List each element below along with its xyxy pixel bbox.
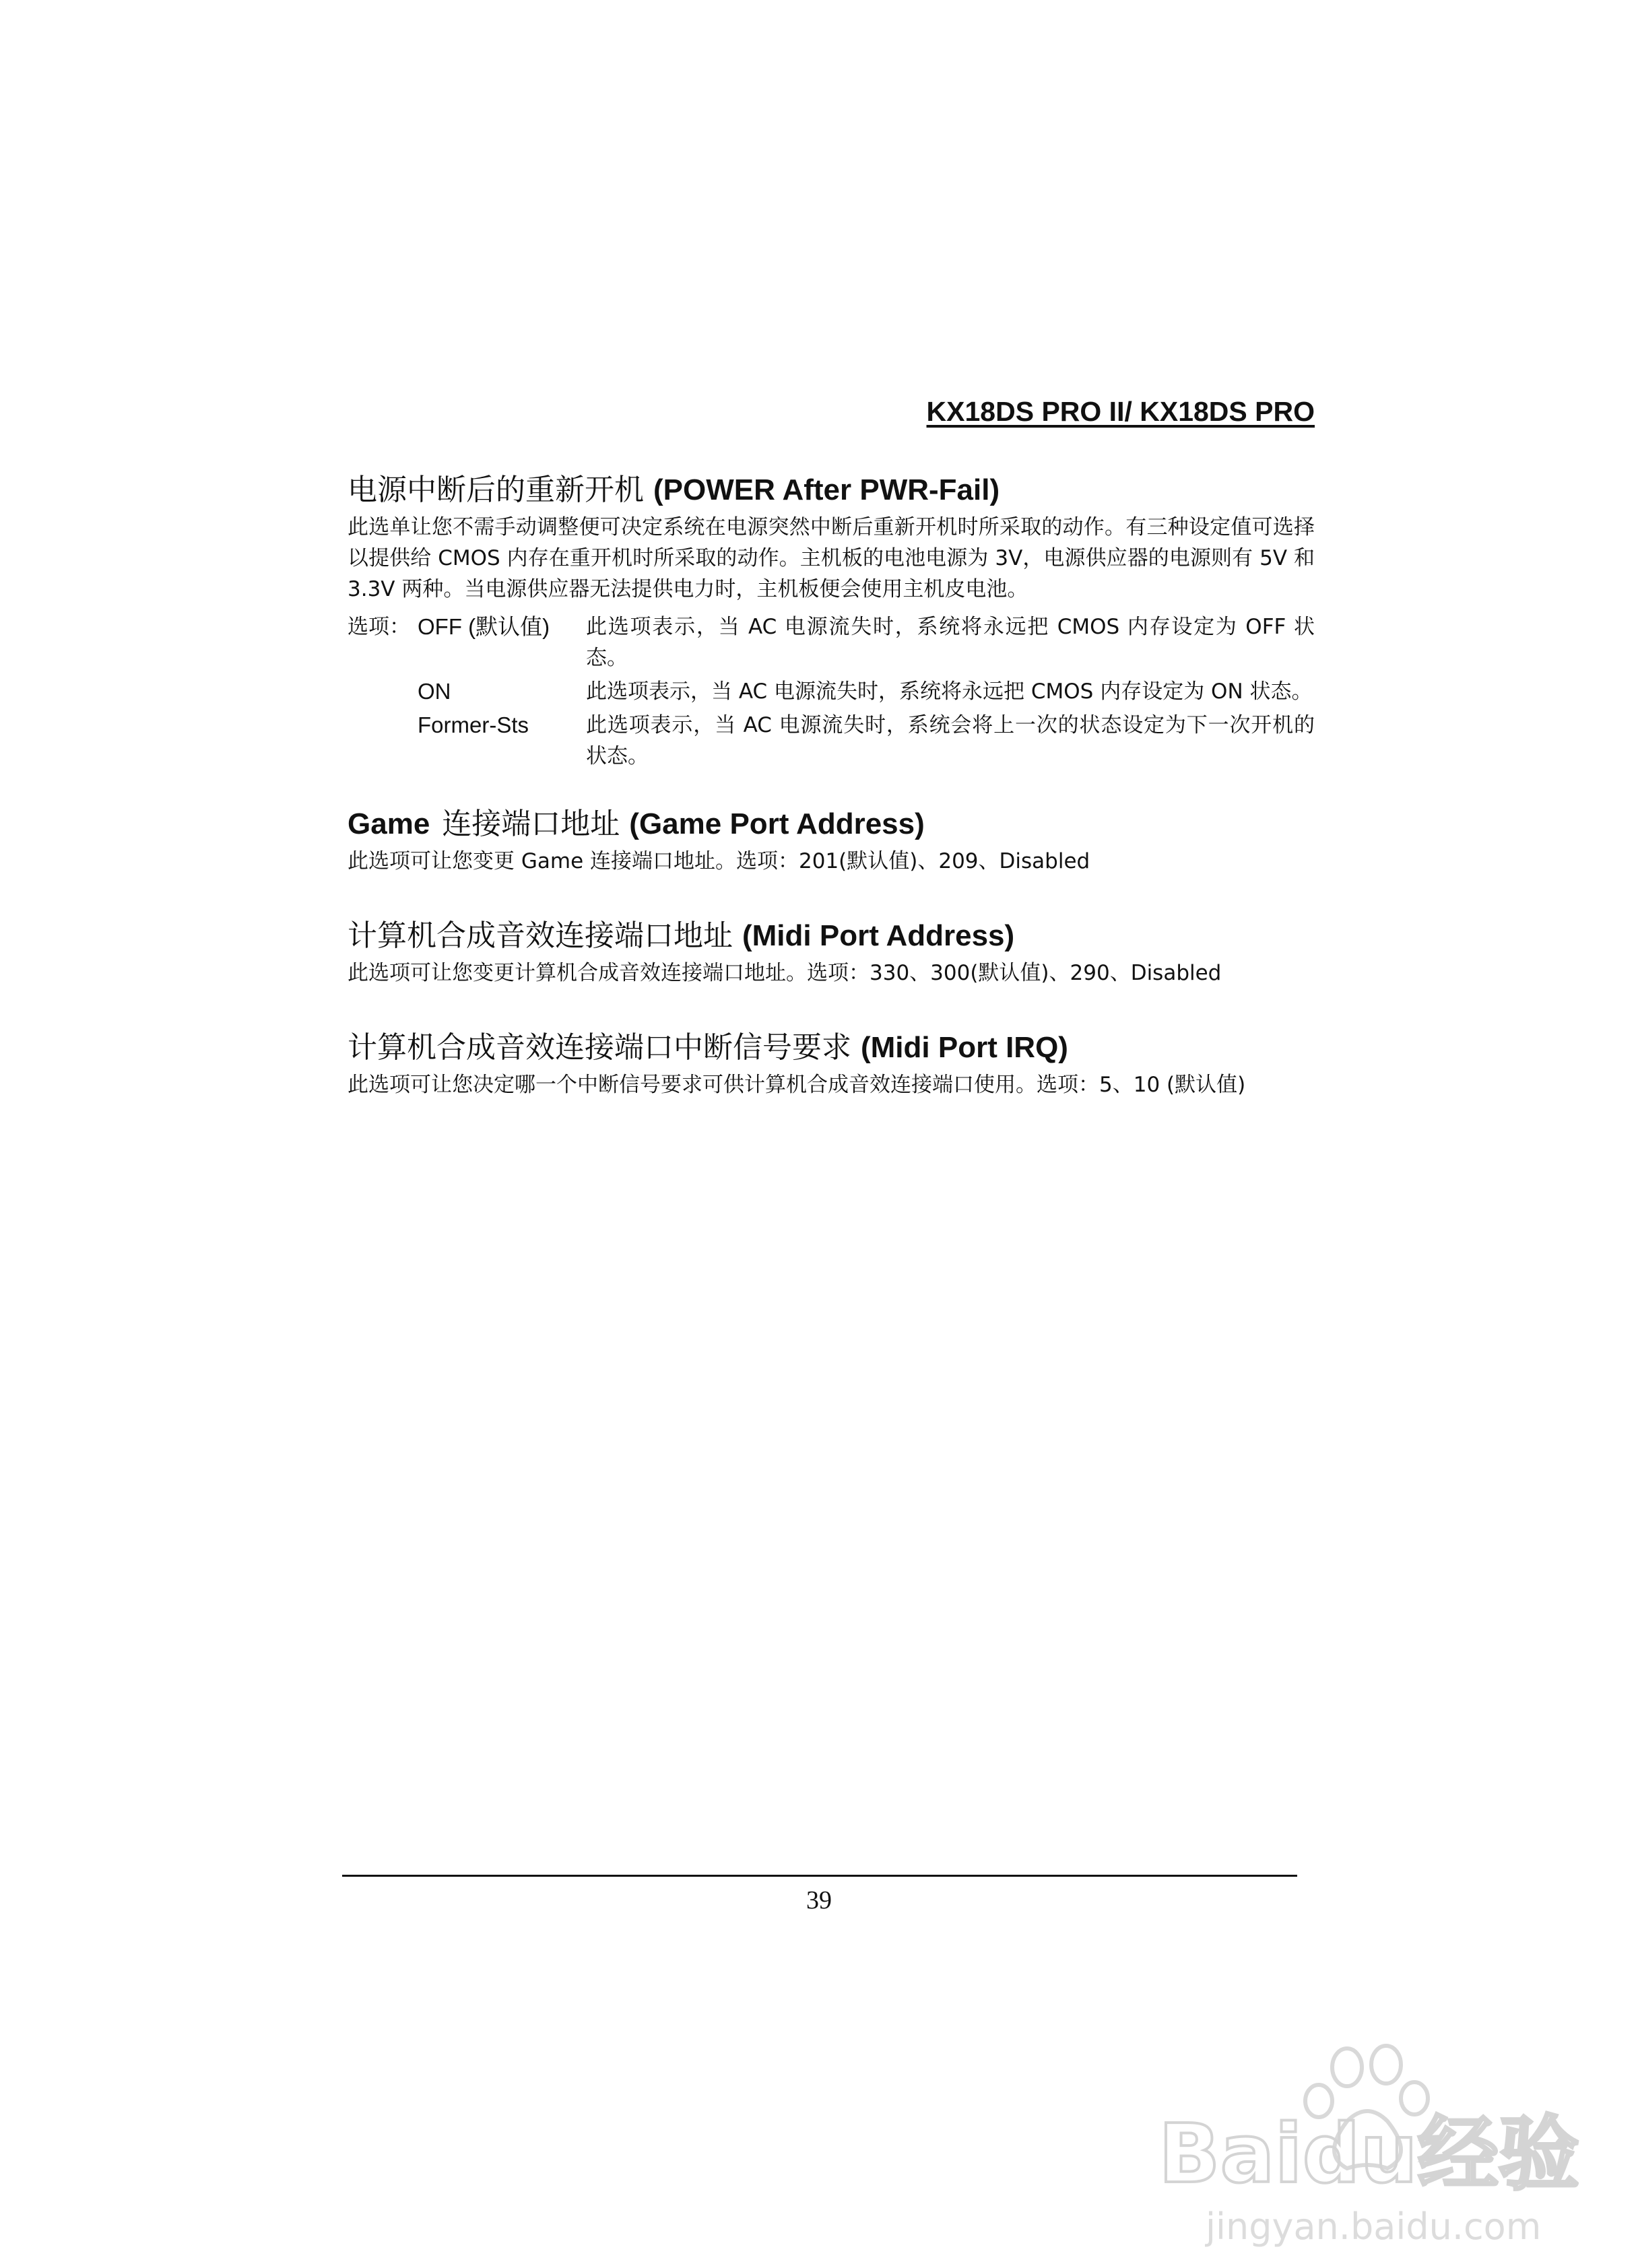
option-row-on	[348, 676, 1315, 707]
section-title-en: (Midi Port Address)	[742, 919, 1015, 952]
section-title-en: (Game Port Address)	[629, 807, 925, 840]
option-name: Former-Sts	[418, 712, 529, 737]
section-body: 此选项可让您变更计算机合成音效连接端口地址。选项：330、300(默认值)、290、Disabled	[348, 961, 1222, 985]
options-label: 选项：	[348, 615, 410, 639]
options-list	[348, 611, 1315, 772]
section-title	[348, 471, 1315, 509]
section-title-en: (Midi Port IRQ)	[861, 1031, 1068, 1064]
document-body	[348, 471, 1315, 1141]
option-name: ON	[418, 679, 451, 704]
section-power-after-pwr-fail	[348, 471, 1315, 772]
section-title-prefix: Game	[348, 807, 430, 840]
option-row-former-sts	[348, 710, 1315, 772]
section-midi-port-address	[348, 917, 1315, 989]
page-header-title: KX18DS PRO II/ KX18DS PRO	[926, 396, 1315, 427]
option-desc: 此选项表示，当 AC 电源流失时，系统会将上一次的状态设定为下一次开机的状态。	[586, 713, 1315, 768]
section-game-port-address	[348, 805, 1315, 877]
baidu-watermark-icon	[1145, 2040, 1579, 2256]
section-body: 此选单让您不需手动调整便可决定系统在电源突然中断后重新开机时所采取的动作。有三种设定值可选择以提供给 CMOS 内存在重开机时所采取的动作。主机板的电池电源为 3V，电源供应器的电源则有 5V 和 3.3V 两种。当电源供应器无法提供电力时，主机板便会使用主机皮电池。	[348, 515, 1315, 601]
watermark-brand-text: Baidu经验	[1158, 2108, 1579, 2201]
section-title-zh: 电源中断后的重新开机	[348, 473, 644, 507]
section-midi-port-irq	[348, 1029, 1315, 1100]
section-title	[348, 805, 1315, 843]
option-desc: 此选项表示，当 AC 电源流失时，系统将永远把 CMOS 内存设定为 ON 状态。	[586, 679, 1313, 704]
page-number: 39	[806, 1886, 832, 1914]
option-name: OFF (默认值)	[418, 614, 550, 639]
footer-divider	[342, 1875, 1297, 1877]
section-title-zh: 计算机合成音效连接端口地址	[348, 919, 733, 953]
section-title-zh: 连接端口地址	[442, 807, 620, 841]
option-desc: 此选项表示，当 AC 电源流失时，系统将永远把 CMOS 内存设定为 OFF 状态。	[586, 615, 1315, 670]
watermark-url-text: jingyan.baidu.com	[1206, 2205, 1542, 2248]
section-title-en: (POWER After PWR-Fail)	[653, 473, 1000, 506]
section-title	[348, 917, 1315, 955]
option-row-off	[348, 611, 1315, 673]
section-body: 此选项可让您变更 Game 连接端口地址。选项：201(默认值)、209、Disabled	[348, 849, 1090, 873]
section-title	[348, 1029, 1315, 1067]
section-title-zh: 计算机合成音效连接端口中断信号要求	[348, 1030, 851, 1065]
section-body: 此选项可让您决定哪一个中断信号要求可供计算机合成音效连接端口使用。选项：5、10 (默认值)	[348, 1073, 1246, 1097]
